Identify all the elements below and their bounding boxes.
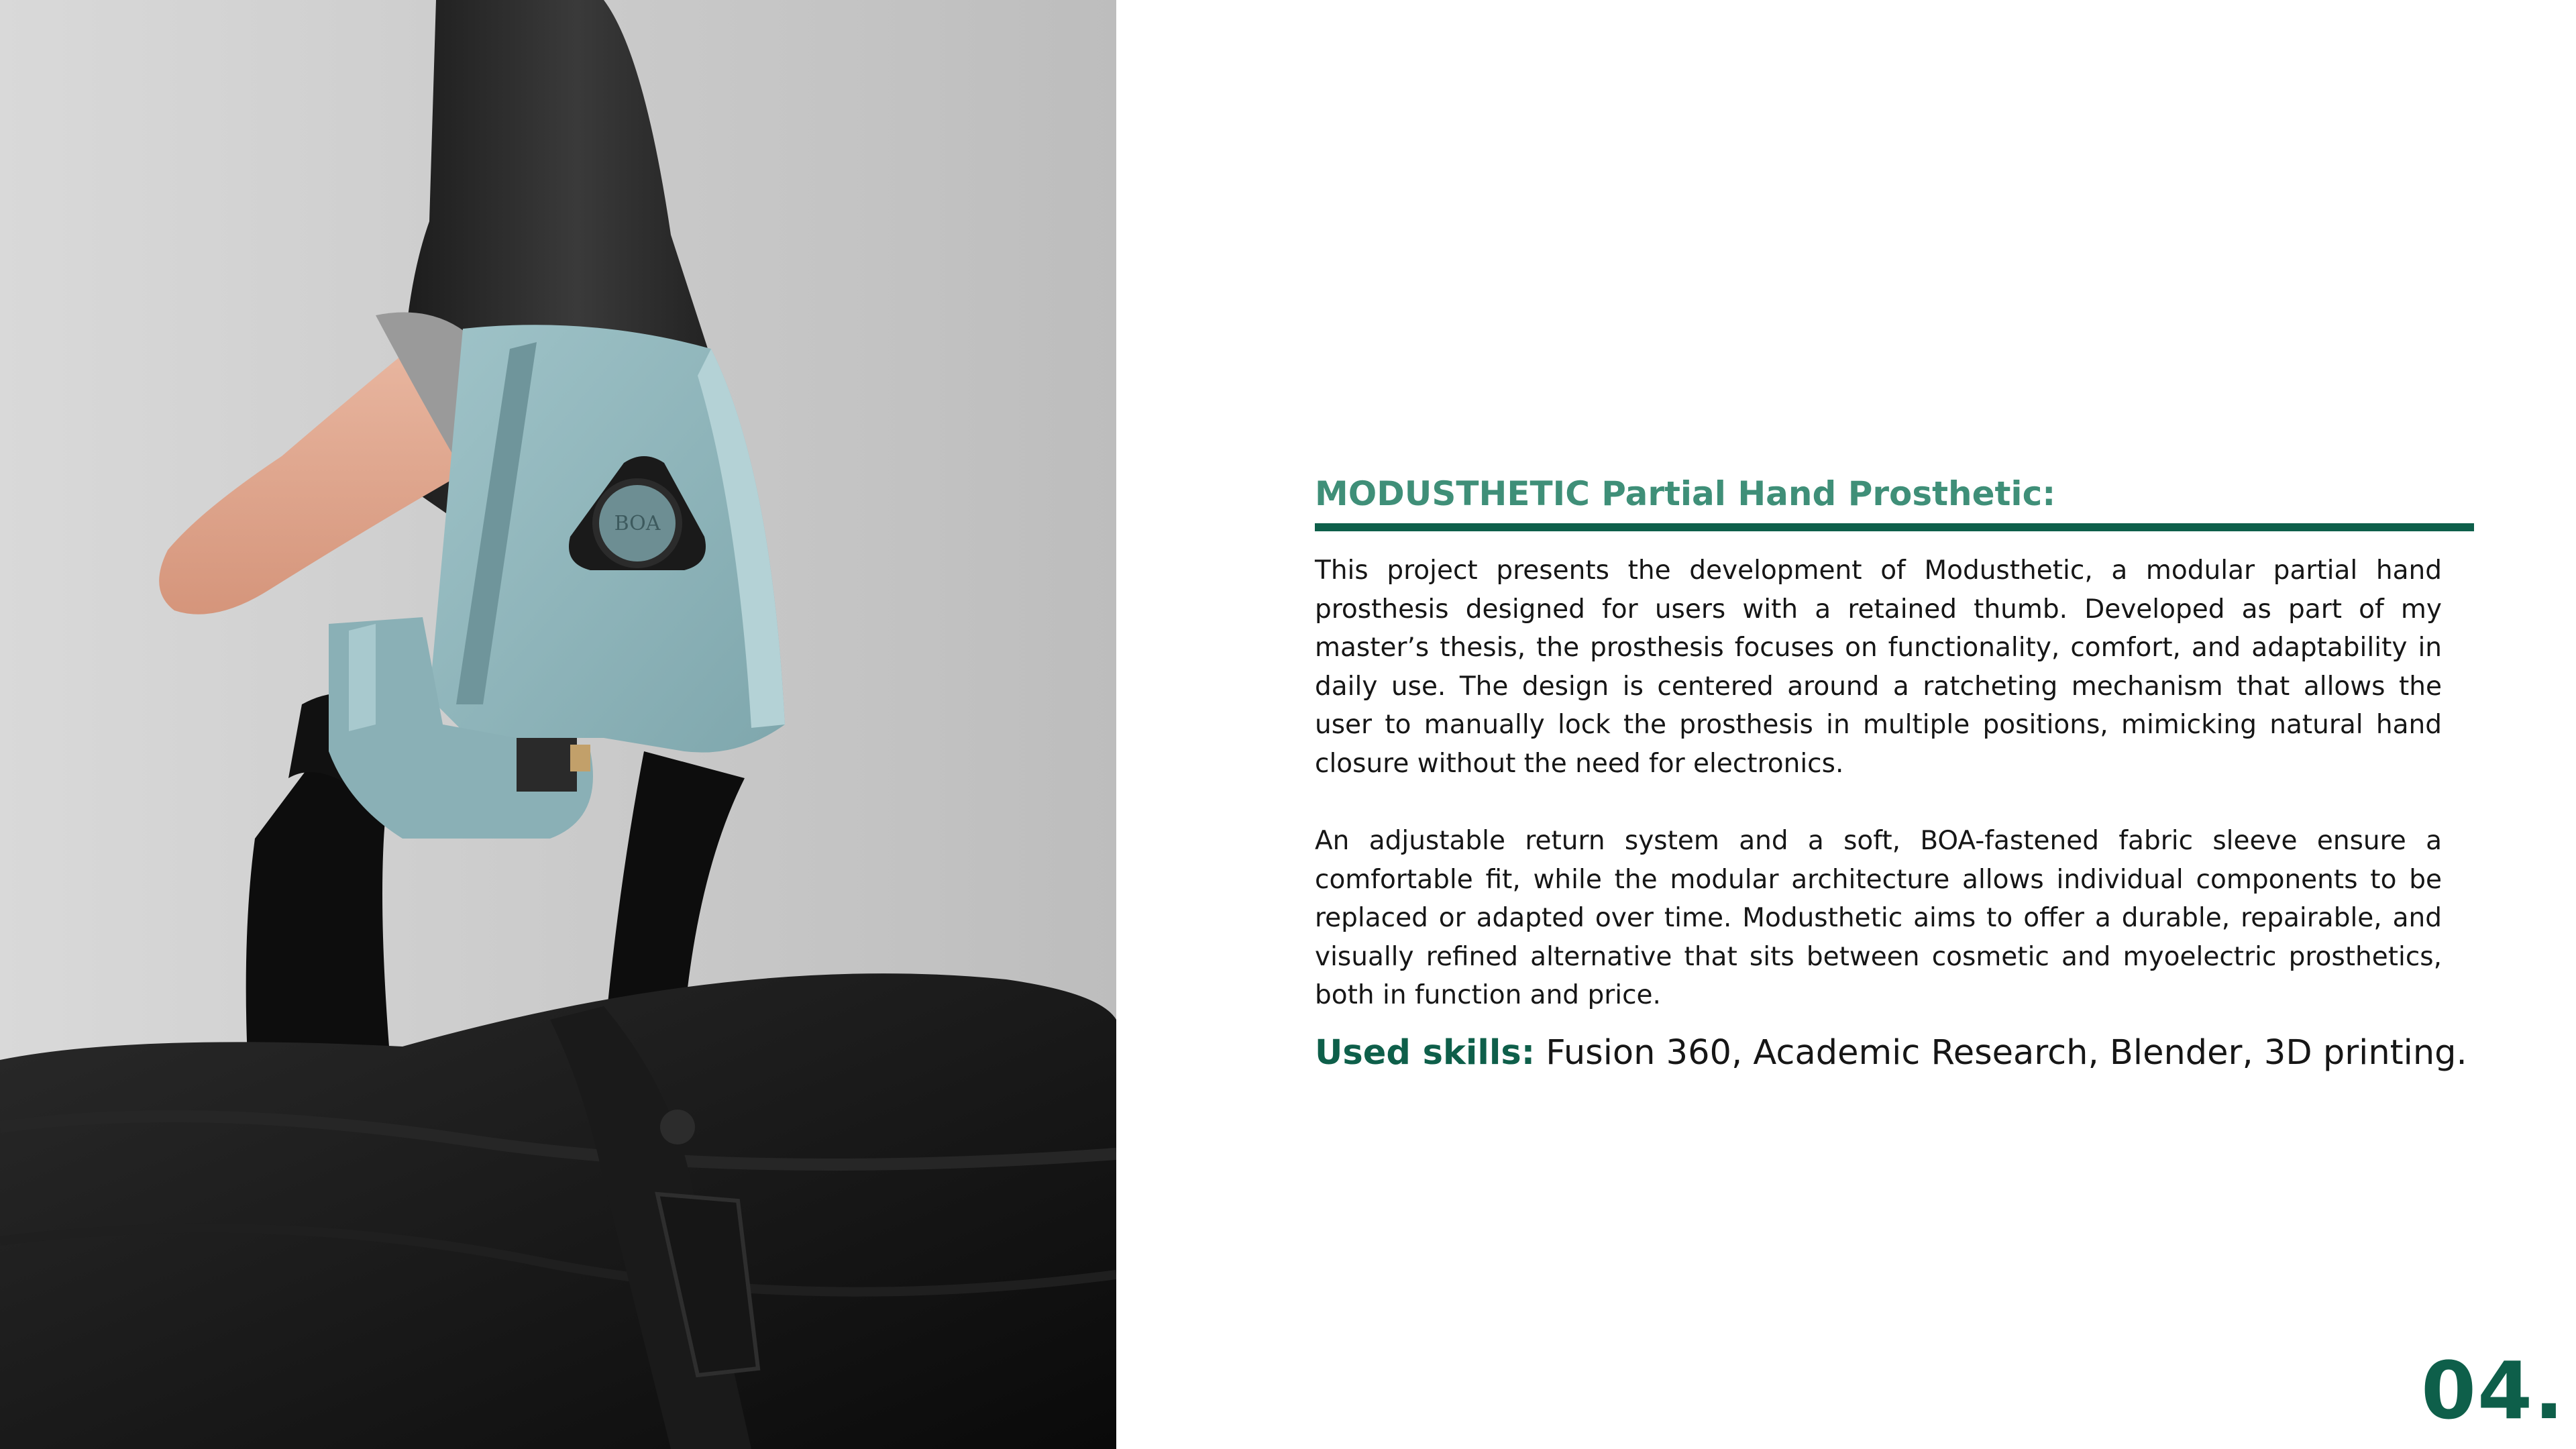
- page-number: 04.: [2420, 1344, 2565, 1437]
- used-skills-label: Used skills:: [1315, 1032, 1536, 1073]
- title-underline: [1315, 523, 2474, 531]
- used-skills-line: [1315, 1030, 2469, 1077]
- product-render-image: [0, 0, 1116, 1449]
- description-paragraph-1: This project presents the development of Modusthetic, a modular partial hand prosthesis designed for users with a retained thumb. Developed as part of my master’s thesis, the prosthesis focuses on functionality, comfort, and adaptability in daily use. The design is centered around a ratcheting mechanism that allows the user to manually lock the prosthesis in multiple positions, mimicking natural hand closure without the need for electronics.: [1315, 555, 2442, 779]
- description-paragraph-2: An adjustable return system and a soft, BOA-fastened fabric sleeve ensure a comfortable fit, while the modular architecture allows individual components to be replaced or adapted over time. Modusthetic aims to offer a durable, repairable, and visually refined alternative that sits between cosmetic and myoelectric prosthetics, both in function and price.: [1315, 826, 2442, 1010]
- black-bag: [0, 973, 1116, 1449]
- boa-dial-text: BOA: [614, 512, 661, 535]
- article: [1315, 470, 2469, 1077]
- article-title: MODUSTHETIC Partial Hand Prosthetic:: [1315, 474, 2056, 513]
- used-skills-value: Fusion 360, Academic Research, Blender, 3D printing.: [1535, 1032, 2467, 1073]
